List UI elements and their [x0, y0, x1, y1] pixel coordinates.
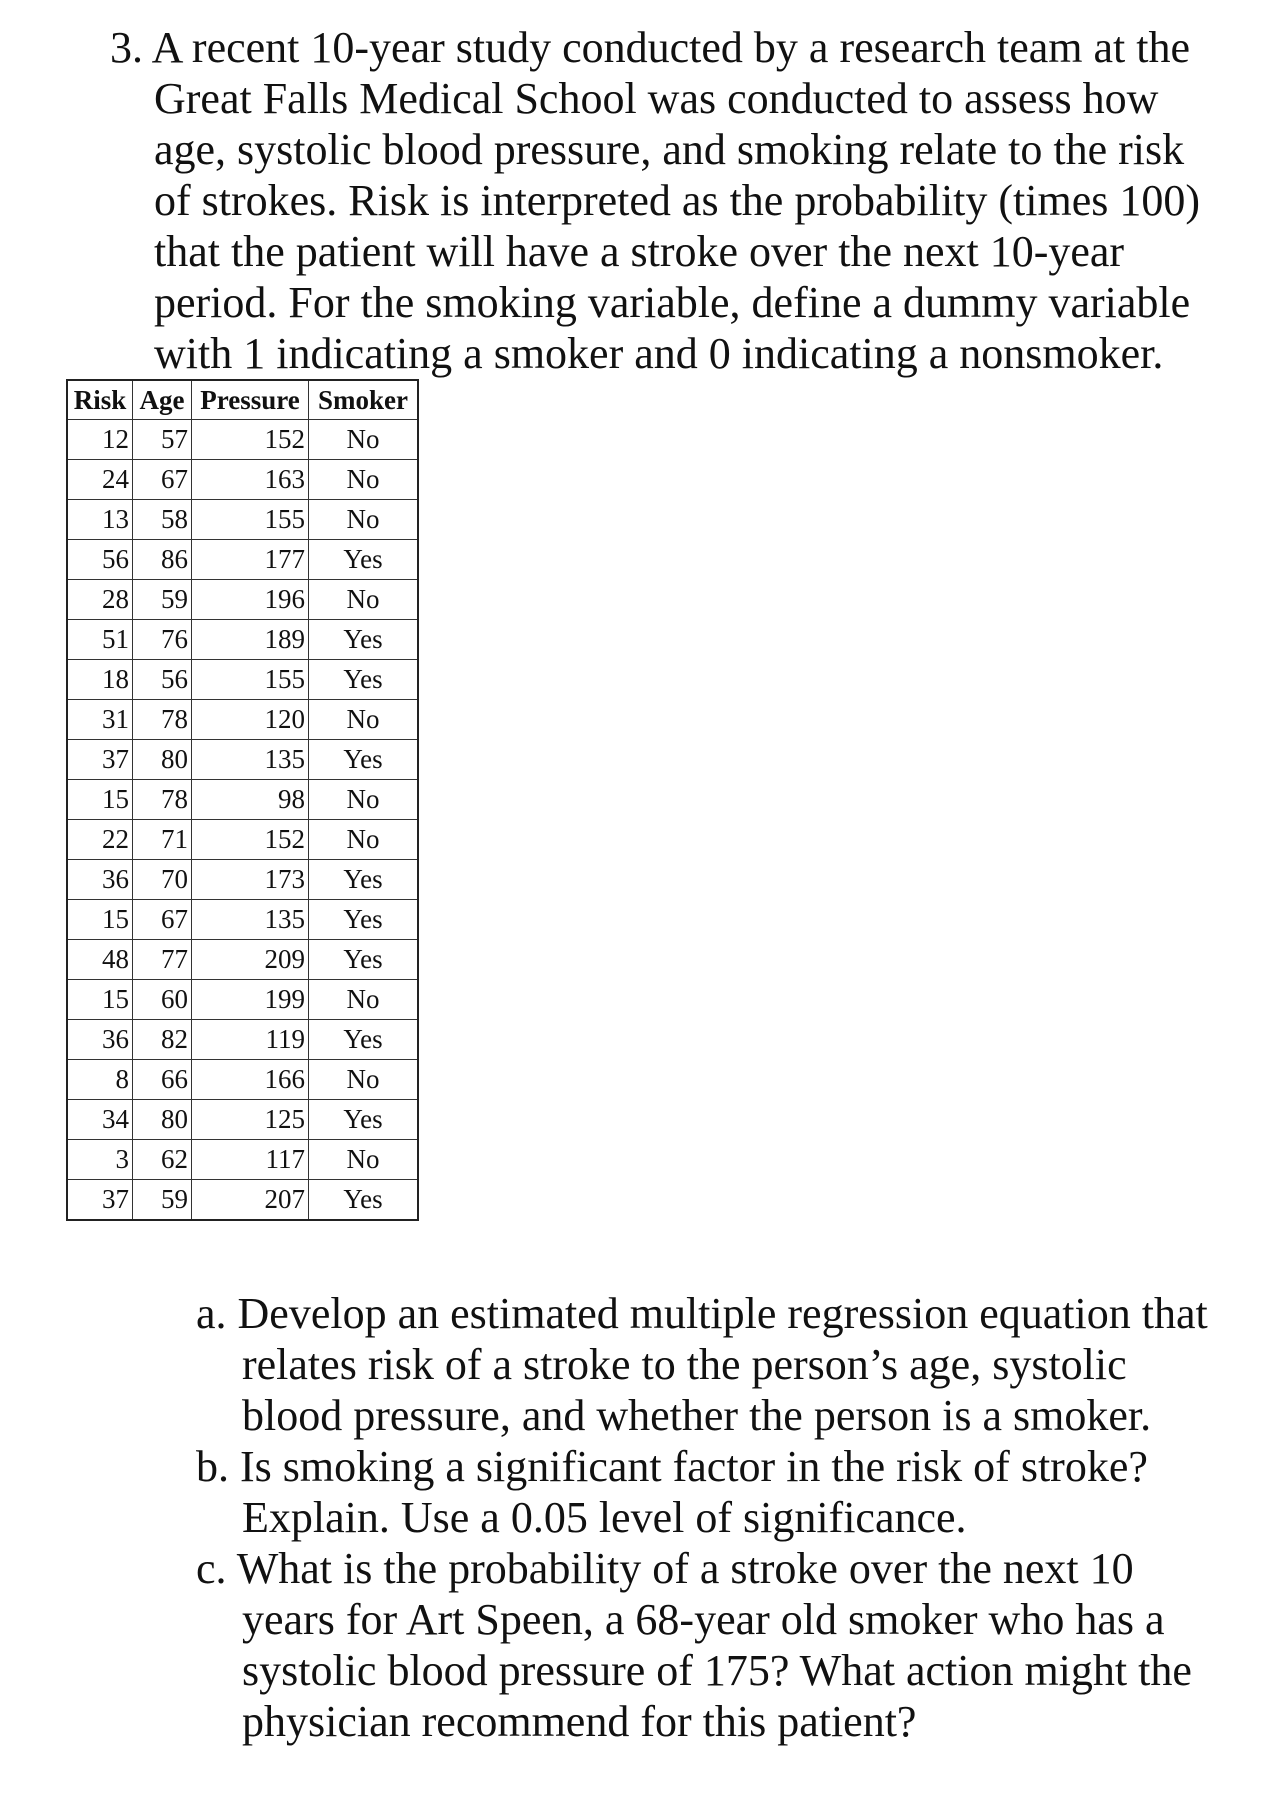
cell-pressure: 207	[192, 1180, 309, 1221]
cell-smoker: Yes	[309, 1180, 419, 1221]
cell-age: 77	[133, 940, 192, 980]
header-smoker: Smoker	[309, 380, 419, 420]
cell-age: 82	[133, 1020, 192, 1060]
question-label: b.	[196, 1442, 229, 1491]
stem-line: period. For the smoking variable, define a dummy variable	[154, 278, 1191, 327]
cell-pressure: 119	[192, 1020, 309, 1060]
table-row	[67, 660, 418, 700]
stem-line: 3. A recent 10-year study conducted by a research team at the	[110, 23, 1191, 72]
cell-pressure: 152	[192, 420, 309, 460]
cell-age: 57	[133, 420, 192, 460]
table-header-row	[67, 380, 418, 420]
cell-pressure: 166	[192, 1060, 309, 1100]
cell-risk: 48	[67, 940, 133, 980]
table-row	[67, 1140, 418, 1180]
cell-age: 59	[133, 1180, 192, 1221]
question-text: Explain. Use a 0.05 level of significance.	[242, 1493, 967, 1542]
cell-pressure: 155	[192, 660, 309, 700]
question-text: Is smoking a significant factor in the risk of stroke?	[240, 1442, 1148, 1491]
cell-pressure: 173	[192, 860, 309, 900]
table-row	[67, 780, 418, 820]
cell-smoker: No	[309, 580, 419, 620]
question-text: relates risk of a stroke to the person’s age, systolic	[242, 1340, 1127, 1389]
problem-number: 3.	[110, 23, 143, 72]
cell-age: 70	[133, 860, 192, 900]
header-pressure: Pressure	[192, 380, 309, 420]
cell-age: 56	[133, 660, 192, 700]
question-text: blood pressure, and whether the person is a smoker.	[242, 1391, 1152, 1440]
cell-pressure: 120	[192, 700, 309, 740]
question-label: a.	[196, 1289, 227, 1338]
question-b	[196, 1441, 1256, 1543]
cell-smoker: Yes	[309, 1100, 419, 1140]
question-text: What is the probability of a stroke over the next 10	[236, 1544, 1134, 1593]
cell-age: 76	[133, 620, 192, 660]
question-text: systolic blood pressure of 175? What action might the	[242, 1646, 1192, 1695]
question-c	[196, 1543, 1256, 1747]
question-text: Develop an estimated multiple regression equation that	[237, 1289, 1208, 1338]
cell-age: 78	[133, 700, 192, 740]
cell-risk: 28	[67, 580, 133, 620]
cell-smoker: No	[309, 460, 419, 500]
cell-age: 67	[133, 900, 192, 940]
cell-smoker: No	[309, 500, 419, 540]
cell-age: 67	[133, 460, 192, 500]
cell-age: 86	[133, 540, 192, 580]
table-row	[67, 900, 418, 940]
cell-risk: 24	[67, 460, 133, 500]
cell-risk: 12	[67, 420, 133, 460]
table-row	[67, 1100, 418, 1140]
question-label: c.	[196, 1544, 227, 1593]
question-list	[196, 1288, 1256, 1747]
table-row	[67, 860, 418, 900]
cell-smoker: Yes	[309, 620, 419, 660]
data-table	[66, 379, 419, 1221]
cell-age: 62	[133, 1140, 192, 1180]
header-risk: Risk	[67, 380, 133, 420]
table-row	[67, 580, 418, 620]
cell-age: 80	[133, 1100, 192, 1140]
cell-smoker: Yes	[309, 940, 419, 980]
stem-line: Great Falls Medical School was conducted to assess how	[154, 74, 1159, 123]
cell-pressure: 135	[192, 740, 309, 780]
cell-risk: 51	[67, 620, 133, 660]
cell-risk: 37	[67, 1180, 133, 1221]
cell-smoker: No	[309, 1140, 419, 1180]
table-row	[67, 620, 418, 660]
cell-pressure: 117	[192, 1140, 309, 1180]
cell-smoker: No	[309, 980, 419, 1020]
cell-age: 59	[133, 580, 192, 620]
table-row	[67, 500, 418, 540]
cell-smoker: No	[309, 820, 419, 860]
table-row	[67, 820, 418, 860]
cell-risk: 36	[67, 860, 133, 900]
stem-line: age, systolic blood pressure, and smoking relate to the risk	[154, 125, 1185, 174]
cell-smoker: Yes	[309, 900, 419, 940]
cell-smoker: No	[309, 700, 419, 740]
question-text: physician recommend for this patient?	[242, 1697, 917, 1746]
question-a	[196, 1288, 1256, 1441]
table-row	[67, 1020, 418, 1060]
stem-line: of strokes. Risk is interpreted as the probability (times 100)	[154, 176, 1201, 225]
cell-pressure: 209	[192, 940, 309, 980]
cell-smoker: Yes	[309, 660, 419, 700]
cell-pressure: 196	[192, 580, 309, 620]
problem-stem	[110, 22, 1210, 379]
cell-risk: 3	[67, 1140, 133, 1180]
cell-pressure: 177	[192, 540, 309, 580]
cell-age: 66	[133, 1060, 192, 1100]
cell-age: 58	[133, 500, 192, 540]
cell-smoker: Yes	[309, 1020, 419, 1060]
cell-pressure: 125	[192, 1100, 309, 1140]
table-row	[67, 1180, 418, 1221]
cell-risk: 13	[67, 500, 133, 540]
cell-pressure: 155	[192, 500, 309, 540]
cell-risk: 22	[67, 820, 133, 860]
stem-line: that the patient will have a stroke over the next 10-year	[154, 227, 1125, 276]
cell-smoker: Yes	[309, 860, 419, 900]
stem-line: with 1 indicating a smoker and 0 indicating a nonsmoker.	[154, 329, 1164, 378]
cell-risk: 18	[67, 660, 133, 700]
header-age: Age	[133, 380, 192, 420]
question-text: years for Art Speen, a 68-year old smoker who has a	[242, 1595, 1165, 1644]
cell-risk: 15	[67, 900, 133, 940]
cell-pressure: 98	[192, 780, 309, 820]
cell-age: 71	[133, 820, 192, 860]
cell-age: 80	[133, 740, 192, 780]
cell-risk: 56	[67, 540, 133, 580]
cell-pressure: 163	[192, 460, 309, 500]
cell-pressure: 135	[192, 900, 309, 940]
cell-risk: 15	[67, 780, 133, 820]
cell-risk: 37	[67, 740, 133, 780]
cell-smoker: No	[309, 780, 419, 820]
table-row	[67, 540, 418, 580]
cell-risk: 15	[67, 980, 133, 1020]
cell-pressure: 152	[192, 820, 309, 860]
cell-risk: 36	[67, 1020, 133, 1060]
cell-smoker: Yes	[309, 540, 419, 580]
cell-pressure: 189	[192, 620, 309, 660]
cell-risk: 8	[67, 1060, 133, 1100]
table-row	[67, 1060, 418, 1100]
table-row	[67, 980, 418, 1020]
table-body	[67, 420, 418, 1221]
table-row	[67, 420, 418, 460]
table-row	[67, 460, 418, 500]
cell-risk: 31	[67, 700, 133, 740]
cell-age: 78	[133, 780, 192, 820]
cell-smoker: No	[309, 1060, 419, 1100]
table-row	[67, 740, 418, 780]
cell-smoker: Yes	[309, 740, 419, 780]
cell-pressure: 199	[192, 980, 309, 1020]
table-row	[67, 700, 418, 740]
table-row	[67, 940, 418, 980]
cell-age: 60	[133, 980, 192, 1020]
cell-smoker: No	[309, 420, 419, 460]
cell-risk: 34	[67, 1100, 133, 1140]
